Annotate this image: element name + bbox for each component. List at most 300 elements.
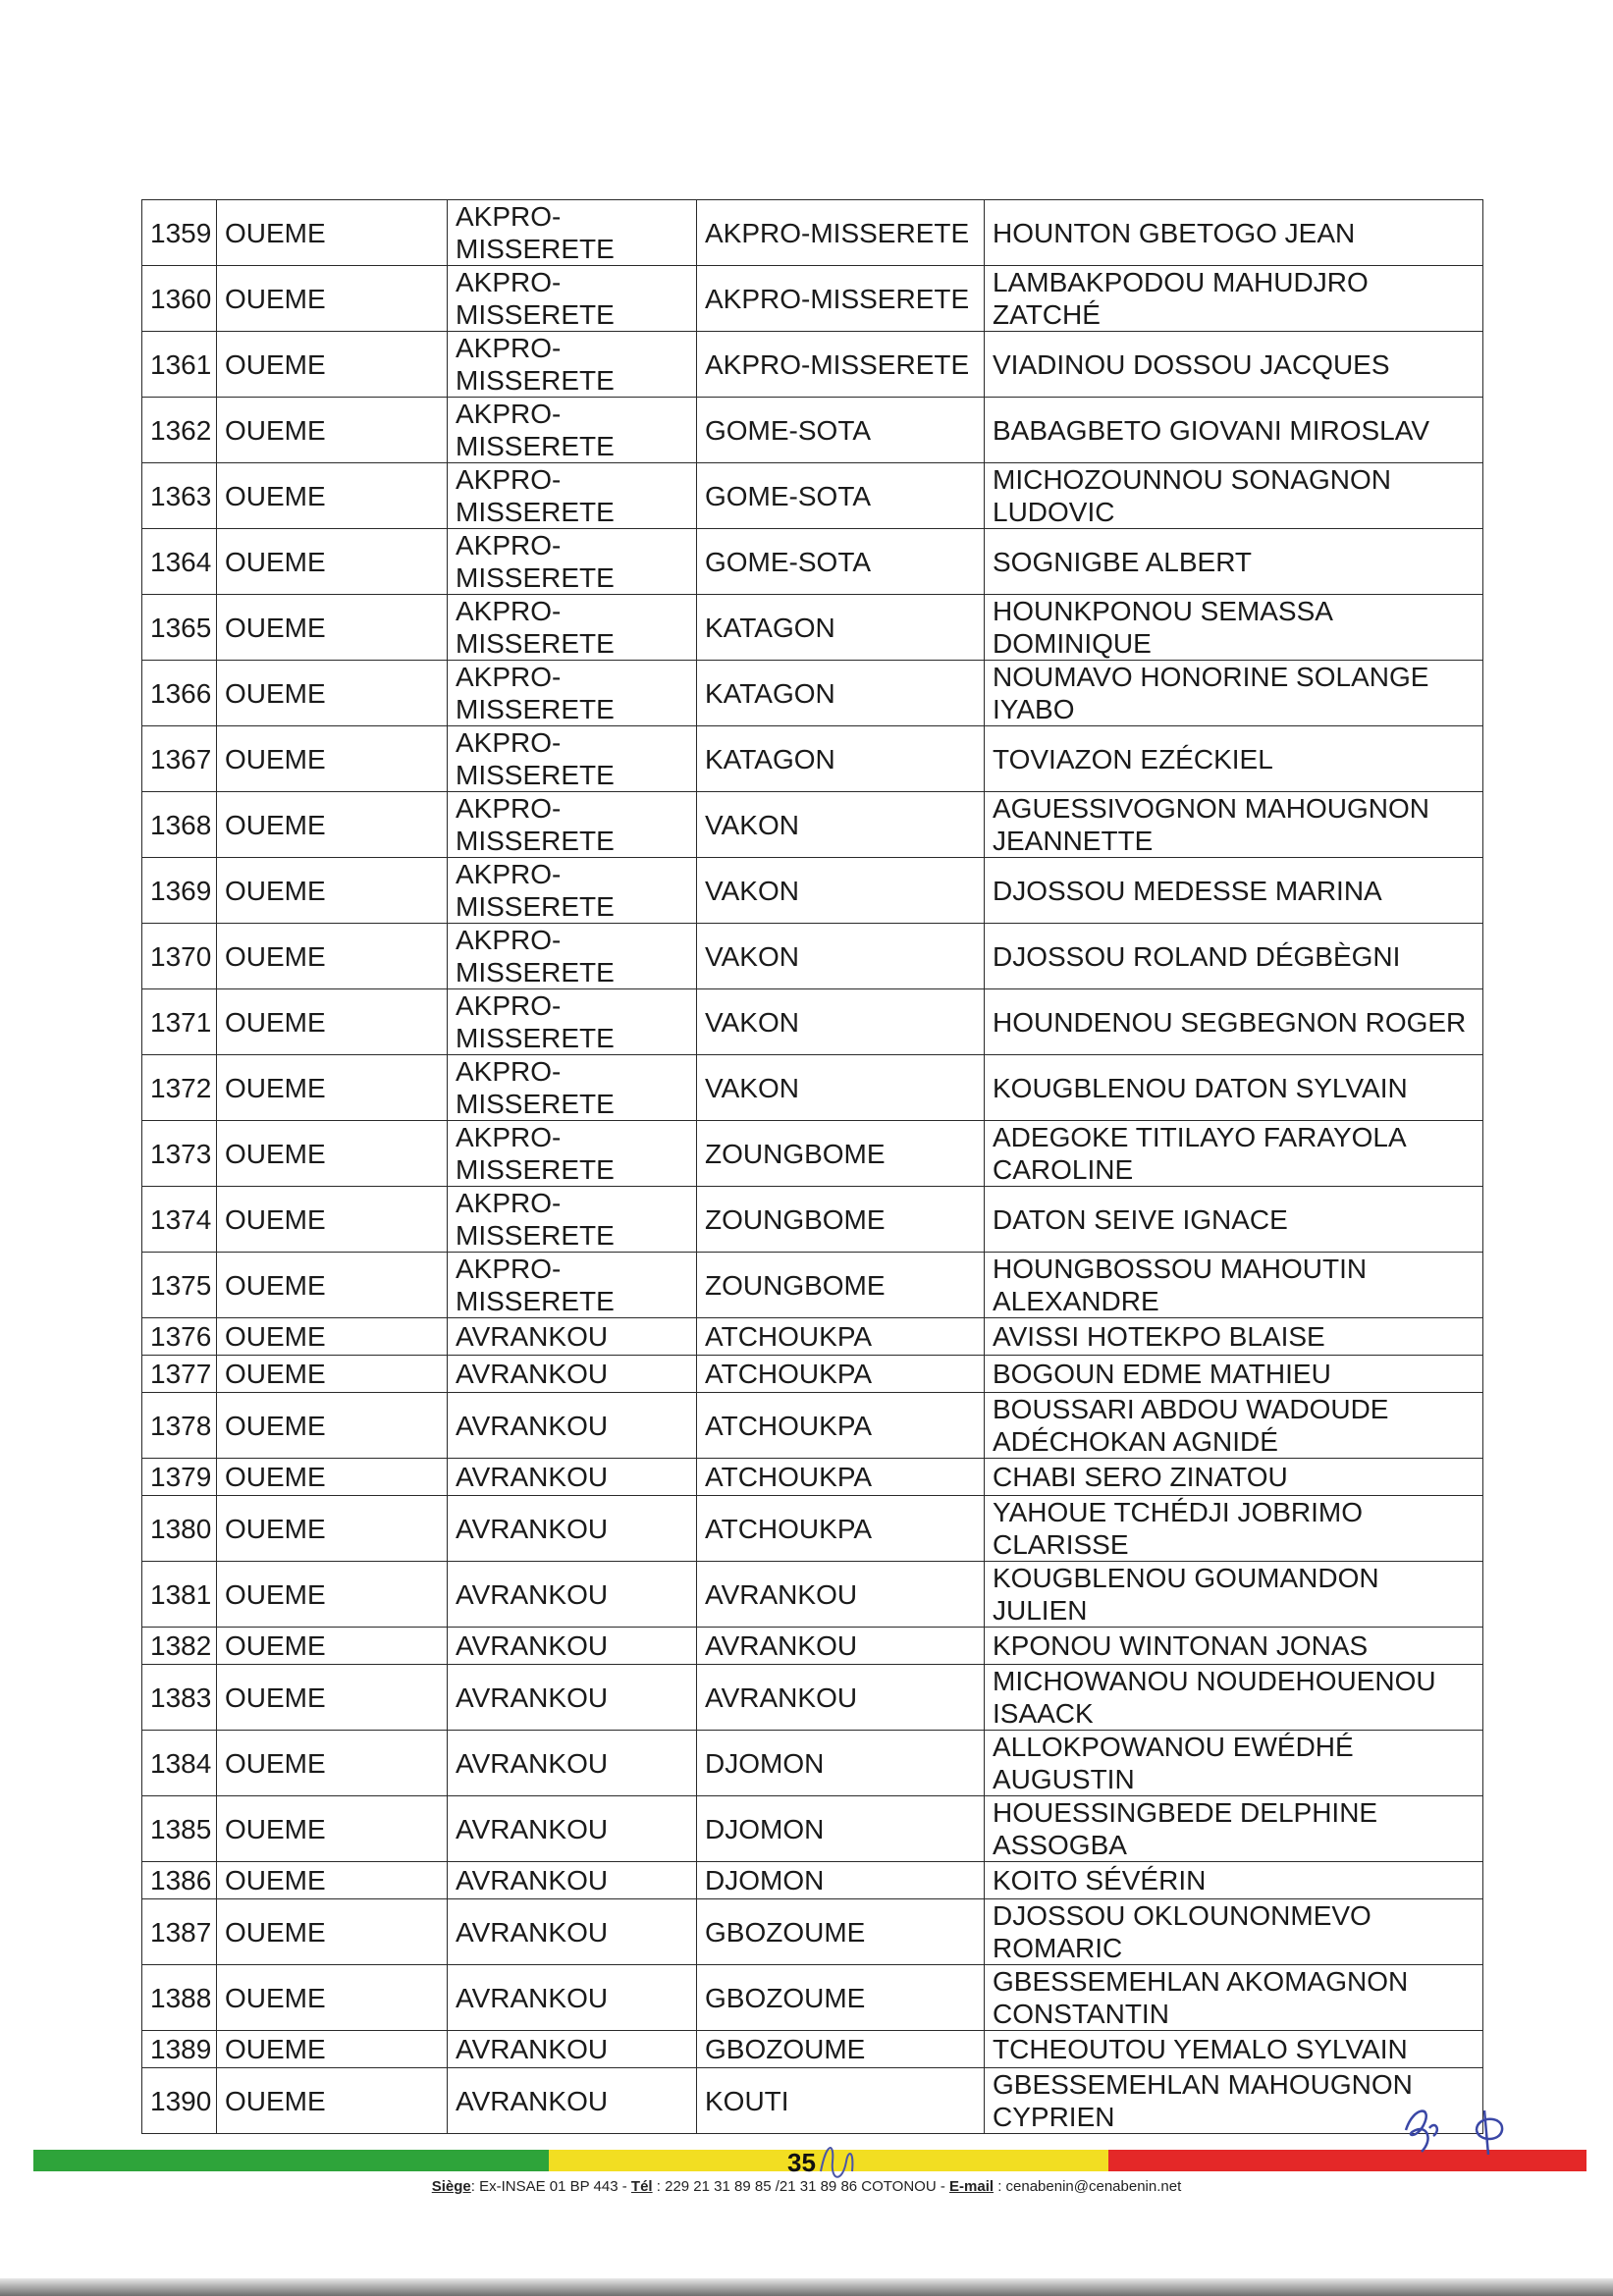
commune-cell [448, 1796, 697, 1862]
commune-cell-line: AVRANKOU [456, 1865, 609, 1896]
name-cell [985, 1731, 1483, 1796]
name-cell-line: LAMBAKPODOU MAHUDJRO [993, 267, 1369, 297]
row-number: 1363 [142, 463, 217, 529]
flag-green-stripe [33, 2150, 549, 2171]
commune-cell [448, 1899, 697, 1965]
commune-cell-line: AVRANKOU [456, 1359, 609, 1389]
name-cell-line: TOVIAZON EZÉCKIEL [993, 743, 1273, 774]
department-cell: OUEME [217, 1862, 448, 1899]
name-cell [985, 1393, 1483, 1459]
row-number: 1371 [142, 989, 217, 1055]
commune-cell-line: MISSERETE [456, 365, 615, 396]
table-row [142, 398, 1483, 463]
commune-cell-line: MISSERETE [456, 760, 615, 790]
commune-cell [448, 1665, 697, 1731]
arrondissement-cell: VAKON [697, 924, 985, 989]
footer-email-text: : cenabenin@cenabenin.net [994, 2178, 1182, 2195]
arrondissement-cell: AVRANKOU [697, 1665, 985, 1731]
commune-cell-line: AKPRO- [456, 990, 562, 1021]
arrondissement-cell: ATCHOUKPA [697, 1459, 985, 1496]
name-cell-line: BABAGBETO GIOVANI MIROSLAV [993, 414, 1430, 446]
arrondissement-cell: GBOZOUME [697, 2031, 985, 2068]
commune-cell-line: AKPRO- [456, 596, 562, 626]
name-cell-line: LUDOVIC [993, 497, 1115, 527]
commune-cell [448, 398, 697, 463]
name-cell [985, 726, 1483, 792]
commune-cell-line: MISSERETE [456, 497, 615, 527]
name-cell-line: BOUSSARI ABDOU WADOUDE [993, 1394, 1389, 1424]
row-number: 1385 [142, 1796, 217, 1862]
arrondissement-cell: AVRANKOU [697, 1628, 985, 1665]
name-cell-line: GBESSEMEHLAN MAHOUGNON [993, 2069, 1413, 2100]
arrondissement-cell: KATAGON [697, 726, 985, 792]
name-cell-line: MICHOWANOU NOUDEHOUENOU [993, 1666, 1436, 1696]
arrondissement-cell: VAKON [697, 858, 985, 924]
commune-cell [448, 1121, 697, 1187]
commune-cell [448, 595, 697, 661]
commune-cell-line: AKPRO- [456, 1188, 562, 1218]
name-cell-line: NOUMAVO HONORINE SOLANGE [993, 662, 1429, 692]
department-cell: OUEME [217, 2031, 448, 2068]
department-cell: OUEME [217, 1628, 448, 1665]
table-row [142, 1628, 1483, 1665]
name-cell [985, 924, 1483, 989]
commune-cell-line: AKPRO- [456, 201, 562, 232]
commune-cell-line: AKPRO- [456, 1254, 562, 1284]
arrondissement-cell: AKPRO-MISSERETE [697, 332, 985, 398]
arrondissement-cell: ZOUNGBOME [697, 1121, 985, 1187]
name-cell-line: AUGUSTIN [993, 1764, 1135, 1794]
department-cell: OUEME [217, 1253, 448, 1318]
commune-cell [448, 463, 697, 529]
name-cell [985, 989, 1483, 1055]
table-row [142, 661, 1483, 726]
table-row [142, 726, 1483, 792]
arrondissement-cell: GOME-SOTA [697, 529, 985, 595]
commune-cell [448, 1318, 697, 1356]
department-cell: OUEME [217, 1731, 448, 1796]
commune-cell-line: AKPRO- [456, 727, 562, 758]
commune-cell [448, 1562, 697, 1628]
row-number: 1359 [142, 200, 217, 266]
footer-siege-text: : Ex-INSAE 01 BP 443 - [470, 2178, 631, 2195]
department-cell: OUEME [217, 792, 448, 858]
table-row [142, 1318, 1483, 1356]
table-row [142, 1393, 1483, 1459]
arrondissement-cell: VAKON [697, 989, 985, 1055]
footer-tel-label: Tél [630, 2178, 653, 2195]
name-cell-line: CAROLINE [993, 1154, 1134, 1185]
name-cell-line: CONSTANTIN [993, 1999, 1169, 2029]
department-cell: OUEME [217, 1121, 448, 1187]
table-row [142, 858, 1483, 924]
arrondissement-cell: AVRANKOU [697, 1562, 985, 1628]
name-cell [985, 792, 1483, 858]
department-cell: OUEME [217, 1899, 448, 1965]
name-cell-line: HOUNGBOSSOU MAHOUTIN [993, 1254, 1368, 1284]
name-cell-line: ALEXANDRE [993, 1286, 1159, 1316]
name-cell [985, 1496, 1483, 1562]
name-cell [985, 1628, 1483, 1665]
name-cell-line: HOUESSINGBEDE DELPHINE [993, 1797, 1378, 1828]
row-number: 1377 [142, 1356, 217, 1393]
commune-cell-line: AKPRO- [456, 793, 562, 824]
table-row [142, 1562, 1483, 1628]
department-cell: OUEME [217, 924, 448, 989]
commune-cell [448, 726, 697, 792]
row-number: 1382 [142, 1628, 217, 1665]
name-cell-line: CLARISSE [993, 1529, 1129, 1560]
row-number: 1373 [142, 1121, 217, 1187]
commune-cell [448, 266, 697, 332]
commune-cell [448, 1731, 697, 1796]
name-cell [985, 1796, 1483, 1862]
department-cell: OUEME [217, 332, 448, 398]
table-row [142, 1862, 1483, 1899]
arrondissement-cell: GOME-SOTA [697, 398, 985, 463]
footer-email-label: E-mail [949, 2178, 995, 2195]
commune-cell-line: MISSERETE [456, 431, 615, 461]
commune-cell-line: MISSERETE [456, 891, 615, 922]
commune-cell-line: AVRANKOU [456, 1513, 609, 1544]
name-cell-line: IYABO [993, 694, 1075, 724]
commune-cell-line: AKPRO- [456, 1056, 562, 1087]
row-number: 1386 [142, 1862, 217, 1899]
row-number: 1362 [142, 398, 217, 463]
name-cell-line: KOUGBLENOU DATON SYLVAIN [993, 1072, 1408, 1103]
row-number: 1372 [142, 1055, 217, 1121]
department-cell: OUEME [217, 1496, 448, 1562]
commune-cell [448, 200, 697, 266]
table-row [142, 1496, 1483, 1562]
candidate-table-body [142, 200, 1483, 2134]
name-cell [985, 1899, 1483, 1965]
arrondissement-cell: KATAGON [697, 661, 985, 726]
name-cell-line: ROMARIC [993, 1933, 1123, 1963]
name-cell [985, 332, 1483, 398]
name-cell-line: ISAACK [993, 1698, 1094, 1729]
name-cell-line: SOGNIGBE ALBERT [993, 546, 1253, 577]
commune-cell-line: AVRANKOU [456, 1630, 609, 1661]
commune-cell [448, 661, 697, 726]
commune-cell-line: AKPRO- [456, 399, 562, 429]
table-row [142, 1665, 1483, 1731]
department-cell: OUEME [217, 661, 448, 726]
commune-cell-line: AVRANKOU [456, 1916, 609, 1948]
name-cell [985, 1121, 1483, 1187]
commune-cell-line: AKPRO- [456, 1122, 562, 1152]
name-cell-line: ADÉCHOKAN AGNIDÉ [993, 1426, 1278, 1457]
commune-cell-line: MISSERETE [456, 1089, 615, 1119]
row-number: 1370 [142, 924, 217, 989]
table-row [142, 1459, 1483, 1496]
department-cell: OUEME [217, 1318, 448, 1356]
commune-cell-line: MISSERETE [456, 1154, 615, 1185]
row-number: 1374 [142, 1187, 217, 1253]
row-number: 1365 [142, 595, 217, 661]
name-cell-line: JEANNETTE [993, 826, 1154, 856]
name-cell-line: CHABI SERO ZINATOU [993, 1462, 1288, 1492]
name-cell-line: ZATCHÉ [993, 299, 1101, 330]
table-row [142, 2031, 1483, 2068]
name-cell [985, 200, 1483, 266]
arrondissement-cell: ATCHOUKPA [697, 1356, 985, 1393]
table-row [142, 1121, 1483, 1187]
name-cell-line: GBESSEMEHLAN AKOMAGNON [993, 1966, 1409, 1997]
table-row [142, 200, 1483, 266]
name-cell-line: DJOSSOU ROLAND DÉGBÈGNI [993, 940, 1401, 972]
department-cell: OUEME [217, 398, 448, 463]
name-cell [985, 266, 1483, 332]
commune-cell-line: AKPRO- [456, 859, 562, 889]
row-number: 1380 [142, 1496, 217, 1562]
commune-cell-line: MISSERETE [456, 694, 615, 724]
row-number: 1378 [142, 1393, 217, 1459]
name-cell [985, 1562, 1483, 1628]
name-cell [985, 1055, 1483, 1121]
department-cell: OUEME [217, 1562, 448, 1628]
table-row [142, 463, 1483, 529]
table-row [142, 924, 1483, 989]
department-cell: OUEME [217, 2068, 448, 2134]
commune-cell-line: MISSERETE [456, 1220, 615, 1251]
row-number: 1388 [142, 1965, 217, 2031]
table-row [142, 1253, 1483, 1318]
row-number: 1384 [142, 1731, 217, 1796]
table-row [142, 595, 1483, 661]
arrondissement-cell: ATCHOUKPA [697, 1318, 985, 1356]
name-cell-line: AVISSI HOTEKPO BLAISE [993, 1321, 1325, 1352]
name-cell [985, 1665, 1483, 1731]
name-cell-line: AGUESSIVOGNON MAHOUGNON [993, 793, 1429, 824]
name-cell [985, 1253, 1483, 1318]
arrondissement-cell: ATCHOUKPA [697, 1393, 985, 1459]
department-cell: OUEME [217, 1459, 448, 1496]
table-row [142, 1187, 1483, 1253]
arrondissement-cell: VAKON [697, 1055, 985, 1121]
commune-cell-line: MISSERETE [456, 1023, 615, 1053]
table-row [142, 1899, 1483, 1965]
arrondissement-cell: AKPRO-MISSERETE [697, 266, 985, 332]
department-cell: OUEME [217, 463, 448, 529]
table-row [142, 266, 1483, 332]
commune-cell [448, 1862, 697, 1899]
commune-cell [448, 1187, 697, 1253]
commune-cell-line: AKPRO- [456, 530, 562, 561]
handwritten-signature-icon [1394, 2101, 1541, 2160]
arrondissement-cell: AKPRO-MISSERETE [697, 200, 985, 266]
name-cell [985, 1862, 1483, 1899]
department-cell: OUEME [217, 726, 448, 792]
table-row [142, 1731, 1483, 1796]
department-cell: OUEME [217, 1796, 448, 1862]
table-row [142, 989, 1483, 1055]
commune-cell-line: AVRANKOU [456, 1747, 609, 1779]
commune-cell-line: AVRANKOU [456, 1578, 609, 1610]
table-row [142, 1055, 1483, 1121]
commune-cell-line: AVRANKOU [456, 1682, 609, 1713]
commune-cell-line: MISSERETE [456, 826, 615, 856]
commune-cell [448, 1628, 697, 1665]
commune-cell-line: AVRANKOU [456, 1410, 609, 1441]
name-cell-line: TCHEOUTOU YEMALO SYLVAIN [993, 2034, 1408, 2064]
department-cell: OUEME [217, 1356, 448, 1393]
name-cell-line: DATON SEIVE IGNACE [993, 1203, 1288, 1235]
department-cell: OUEME [217, 1187, 448, 1253]
name-cell-line: KOUGBLENOU GOUMANDON [993, 1563, 1379, 1593]
commune-cell-line: AKPRO- [456, 925, 562, 955]
row-number: 1379 [142, 1459, 217, 1496]
row-number: 1366 [142, 661, 217, 726]
table-row [142, 2068, 1483, 2134]
name-cell-line: ADEGOKE TITILAYO FARAYOLA [993, 1122, 1407, 1152]
commune-cell [448, 858, 697, 924]
name-cell [985, 398, 1483, 463]
commune-cell-line: AVRANKOU [456, 1462, 609, 1492]
table-row [142, 792, 1483, 858]
department-cell: OUEME [217, 1393, 448, 1459]
table-row [142, 1965, 1483, 2031]
commune-cell [448, 1459, 697, 1496]
arrondissement-cell: KOUTI [697, 2068, 985, 2134]
commune-cell-line: MISSERETE [456, 562, 615, 593]
row-number: 1368 [142, 792, 217, 858]
commune-cell [448, 2068, 697, 2134]
department-cell: OUEME [217, 1665, 448, 1731]
department-cell: OUEME [217, 1055, 448, 1121]
name-cell-line: HOUNTON GBETOGO JEAN [993, 217, 1356, 248]
table-row [142, 1356, 1483, 1393]
commune-cell [448, 1965, 697, 2031]
name-cell [985, 1459, 1483, 1496]
footer-tel-text: : 229 21 31 89 85 /21 31 89 86 COTONOU - [652, 2178, 950, 2195]
commune-cell-line: MISSERETE [456, 628, 615, 659]
commune-cell [448, 332, 697, 398]
commune-cell-line: AVRANKOU [456, 1321, 609, 1352]
commune-cell-line: MISSERETE [456, 1286, 615, 1316]
commune-cell [448, 1055, 697, 1121]
table-row [142, 332, 1483, 398]
table-row [142, 529, 1483, 595]
row-number: 1389 [142, 2031, 217, 2068]
row-number: 1375 [142, 1253, 217, 1318]
row-number: 1364 [142, 529, 217, 595]
commune-cell [448, 529, 697, 595]
commune-cell-line: AKPRO- [456, 662, 562, 692]
page-number: 35 [787, 2148, 816, 2177]
commune-cell-line: MISSERETE [456, 957, 615, 988]
name-cell-line: DJOSSOU OKLOUNONMEVO [993, 1900, 1371, 1931]
commune-cell-line: AKPRO- [456, 333, 562, 363]
arrondissement-cell: DJOMON [697, 1796, 985, 1862]
row-number: 1387 [142, 1899, 217, 1965]
department-cell: OUEME [217, 595, 448, 661]
name-cell [985, 1318, 1483, 1356]
arrondissement-cell: GOME-SOTA [697, 463, 985, 529]
commune-cell [448, 1253, 697, 1318]
department-cell: OUEME [217, 858, 448, 924]
commune-cell-line: MISSERETE [456, 234, 615, 264]
commune-cell [448, 2031, 697, 2068]
name-cell-line: HOUNKPONOU SEMASSA [993, 596, 1333, 626]
commune-cell-line: MISSERETE [456, 299, 615, 330]
commune-cell-line: AVRANKOU [456, 1982, 609, 2013]
commune-cell-line: AVRANKOU [456, 2085, 609, 2116]
row-number: 1367 [142, 726, 217, 792]
row-number: 1369 [142, 858, 217, 924]
arrondissement-cell: VAKON [697, 792, 985, 858]
arrondissement-cell: ZOUNGBOME [697, 1253, 985, 1318]
name-cell [985, 661, 1483, 726]
name-cell-line: KPONOU WINTONAN JONAS [993, 1630, 1369, 1661]
commune-cell [448, 1393, 697, 1459]
name-cell-line: HOUNDENOU SEGBEGNON ROGER [993, 1006, 1467, 1038]
row-number: 1390 [142, 2068, 217, 2134]
name-cell-line: MICHOZOUNNOU SONAGNON [993, 464, 1391, 495]
arrondissement-cell: DJOMON [697, 1862, 985, 1899]
name-cell [985, 529, 1483, 595]
commune-cell-line: AKPRO- [456, 267, 562, 297]
name-cell [985, 1356, 1483, 1393]
commune-cell-line: AVRANKOU [456, 1813, 609, 1844]
name-cell [985, 2031, 1483, 2068]
name-cell-line: YAHOUE TCHÉDJI JOBRIMO [993, 1497, 1364, 1527]
row-number: 1383 [142, 1665, 217, 1731]
commune-cell-line: AVRANKOU [456, 2034, 609, 2064]
name-cell [985, 858, 1483, 924]
row-number: 1361 [142, 332, 217, 398]
name-cell-line: ALLOKPOWANOU EWÉDHÉ [993, 1732, 1354, 1762]
arrondissement-cell: ZOUNGBOME [697, 1187, 985, 1253]
arrondissement-cell: GBOZOUME [697, 1965, 985, 2031]
row-number: 1381 [142, 1562, 217, 1628]
name-cell [985, 1965, 1483, 2031]
arrondissement-cell: ATCHOUKPA [697, 1496, 985, 1562]
commune-cell [448, 792, 697, 858]
department-cell: OUEME [217, 200, 448, 266]
name-cell-line: KOITO SÉVÉRIN [993, 1865, 1207, 1896]
name-cell-line: BOGOUN EDME MATHIEU [993, 1359, 1331, 1389]
name-cell-line: DOMINIQUE [993, 628, 1152, 659]
commune-cell [448, 1496, 697, 1562]
scan-edge-shadow [0, 2278, 1613, 2296]
name-cell-line: VIADINOU DOSSOU JACQUES [993, 348, 1390, 380]
footer-address [0, 2178, 1613, 2195]
row-number: 1376 [142, 1318, 217, 1356]
commune-cell [448, 989, 697, 1055]
name-cell-line: DJOSSOU MEDESSE MARINA [993, 875, 1382, 906]
row-number: 1360 [142, 266, 217, 332]
name-cell [985, 1187, 1483, 1253]
department-cell: OUEME [217, 1965, 448, 2031]
name-cell [985, 595, 1483, 661]
department-cell: OUEME [217, 529, 448, 595]
name-cell [985, 463, 1483, 529]
arrondissement-cell: KATAGON [697, 595, 985, 661]
arrondissement-cell: DJOMON [697, 1731, 985, 1796]
candidate-table [141, 199, 1483, 2134]
name-cell-line: JULIEN [993, 1595, 1088, 1626]
arrondissement-cell: GBOZOUME [697, 1899, 985, 1965]
commune-cell [448, 924, 697, 989]
table-row [142, 1796, 1483, 1862]
commune-cell [448, 1356, 697, 1393]
department-cell: OUEME [217, 266, 448, 332]
name-cell-line: ASSOGBA [993, 1830, 1127, 1860]
commune-cell-line: AKPRO- [456, 464, 562, 495]
name-cell-line: CYPRIEN [993, 2102, 1115, 2132]
footer-siege-label: Siège [431, 2178, 471, 2195]
